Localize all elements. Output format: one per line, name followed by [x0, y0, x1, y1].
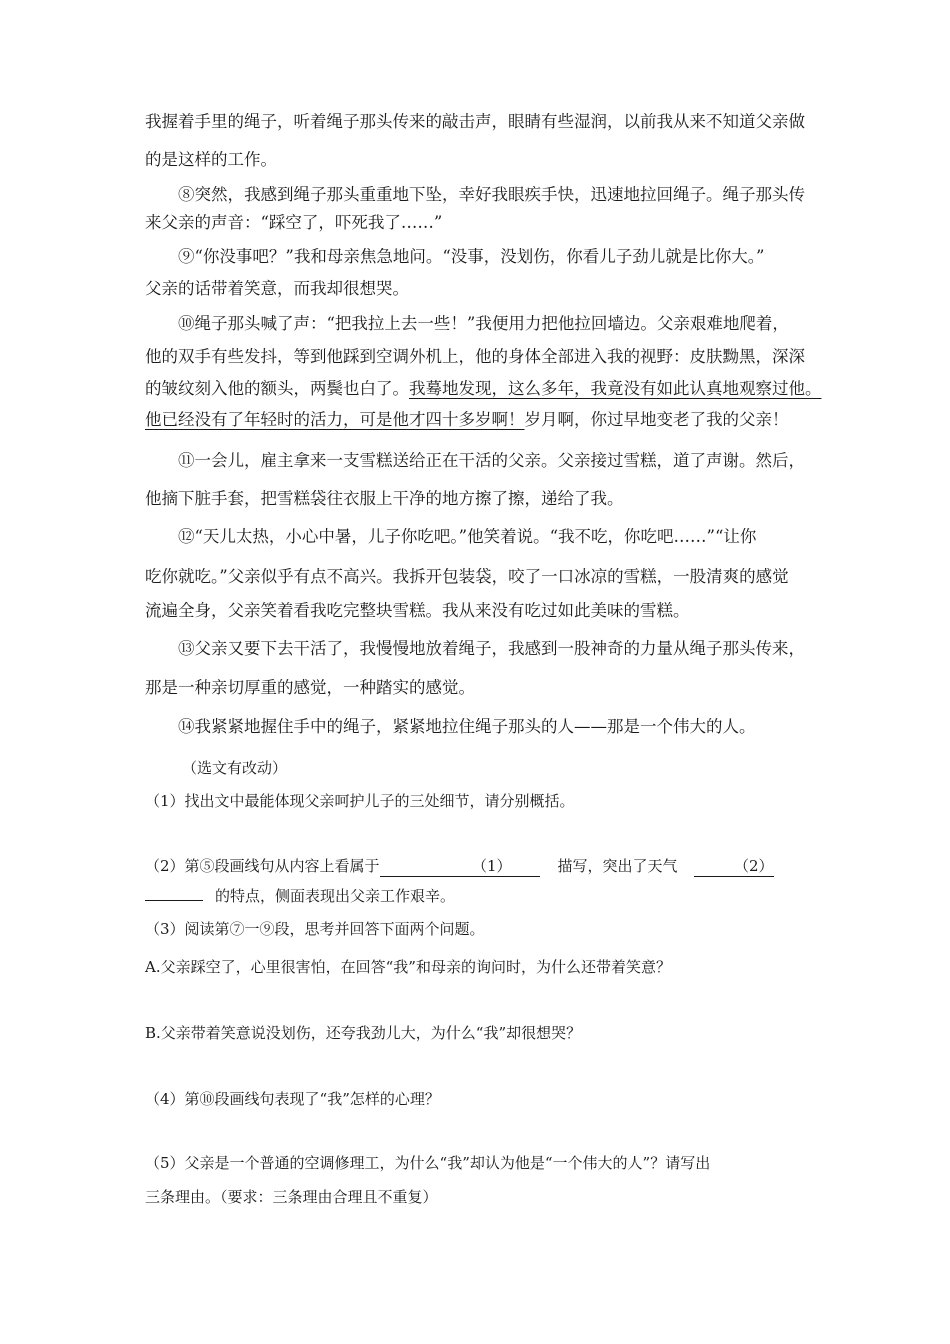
paragraph-12-line-3: 流遍全身，父亲笑着看我吃完整块雪糕。我从来没有吃过如此美味的雪糕。: [145, 601, 690, 620]
paragraph-11-line-1: ⑪一会儿，雇主拿来一支雪糕送给正在干活的父亲。父亲接过雪糕，道了声谢。然后，: [178, 451, 805, 470]
source-note: （选文有改动）: [182, 759, 288, 777]
question-5-line-2: 三条理由。（要求：三条理由合理且不重复）: [145, 1188, 438, 1206]
underlined-sentence-continued: 他已经没有了年轻时的活力，可是他才四十多岁啊！: [145, 410, 525, 429]
paragraph-9-line-1: ⑨“你没事吧？”我和母亲焦急地问。“没事，没划伤，你看儿子劲儿就是比你大。”: [178, 247, 765, 266]
paragraph-7-line-2: 的是这样的工作。: [145, 150, 277, 169]
answer-blank-2-continued[interactable]: [145, 900, 203, 901]
paragraph-14: ⑭我紧紧地握住手中的绳子，紧紧地拉住绳子那头的人——那是一个伟大的人。: [178, 717, 756, 736]
question-1: （1）找出文中最能体现父亲呵护儿子的三处细节，请分别概括。: [145, 792, 575, 810]
paragraph-8-line-1: ⑧突然，我感到绳子那头重重地下坠，幸好我眼疾手快，迅速地拉回绳子。绳子那头传: [178, 185, 805, 204]
blank-1-label: （1）: [472, 857, 512, 875]
question-2-prefix: （2）第⑤段画线句从内容上看属于: [145, 857, 380, 875]
question-3a: A.父亲踩空了，心里很害怕，在回答“我”和母亲的询问时，为什么还带着笑意？: [145, 958, 671, 976]
question-2-mid: 描写，突出了天气: [557, 857, 678, 875]
paragraph-12-line-1: ⑫“天儿太热，小心中暑，儿子你吃吧。”他笑着说。“我不吃，你吃吧……”“让你: [178, 527, 757, 546]
paragraph-10-line-2: 他的双手有些发抖，等到他踩到空调外机上，他的身体全部进入我的视野：皮肤黝黑，深深: [145, 347, 805, 366]
answer-blank-2[interactable]: [694, 856, 774, 877]
paragraph-10-plain-text: 的皱纹刻入他的额头，两鬓也白了。: [145, 379, 409, 398]
paragraph-8-line-2: 来父亲的声音：“踩空了，吓死我了……”: [145, 213, 443, 232]
paragraph-10-line-4: [145, 409, 789, 431]
paragraph-10-line-1: ⑩绳子那头喊了声：“把我拉上去一些！”我便用力把他拉回墙边。父亲艰难地爬着，: [178, 314, 789, 333]
question-2-suffix: 的特点，侧面表现出父亲工作艰辛。: [215, 887, 456, 905]
blank-2-label: （2）: [734, 857, 774, 875]
paragraph-13-line-2: 那是一种亲切厚重的感觉，一种踏实的感觉。: [145, 678, 475, 697]
paragraph-13-line-1: ⑬父亲又要下去干活了，我慢慢地放着绳子，我感到一股神奇的力量从绳子那头传来，: [178, 639, 805, 658]
paragraph-9-line-2: 父亲的话带着笑意，而我却很想哭。: [145, 279, 409, 298]
question-2-line-1: [145, 855, 774, 877]
question-4: （4）第⑩段画线句表现了“我”怎样的心理？: [145, 1090, 440, 1108]
question-3: （3）阅读第⑦一⑨段，思考并回答下面两个问题。: [145, 920, 485, 938]
paragraph-10-line-3: [145, 378, 822, 400]
question-5-line-1: （5）父亲是一个普通的空调修理工，为什么“我”却认为他是“一个伟大的人”？请写出: [145, 1154, 711, 1172]
question-2-line-2: [145, 885, 455, 907]
question-3b: B.父亲带着笑意说没划伤，还夸我劲儿大，为什么“我”却很想哭？: [145, 1024, 582, 1042]
paragraph-11-line-2: 他摘下脏手套，把雪糕袋往衣服上干净的地方擦了擦，递给了我。: [145, 489, 624, 508]
paragraph-7-line-1: 我握着手里的绳子，听着绳子那头传来的敲击声，眼睛有些湿润，以前我从来不知道父亲做: [145, 112, 805, 131]
answer-blank-1[interactable]: [380, 856, 540, 877]
underlined-sentence: 我蓦地发现，这么多年，我竟没有如此认真地观察过他。: [409, 379, 822, 398]
paragraph-12-line-2: 吃你就吃。”父亲似乎有点不高兴。我拆开包装袋，咬了一口冰凉的雪糕，一股清爽的感觉: [145, 567, 789, 586]
paragraph-10-plain-text-end: 岁月啊，你过早地变老了我的父亲！: [524, 410, 789, 429]
